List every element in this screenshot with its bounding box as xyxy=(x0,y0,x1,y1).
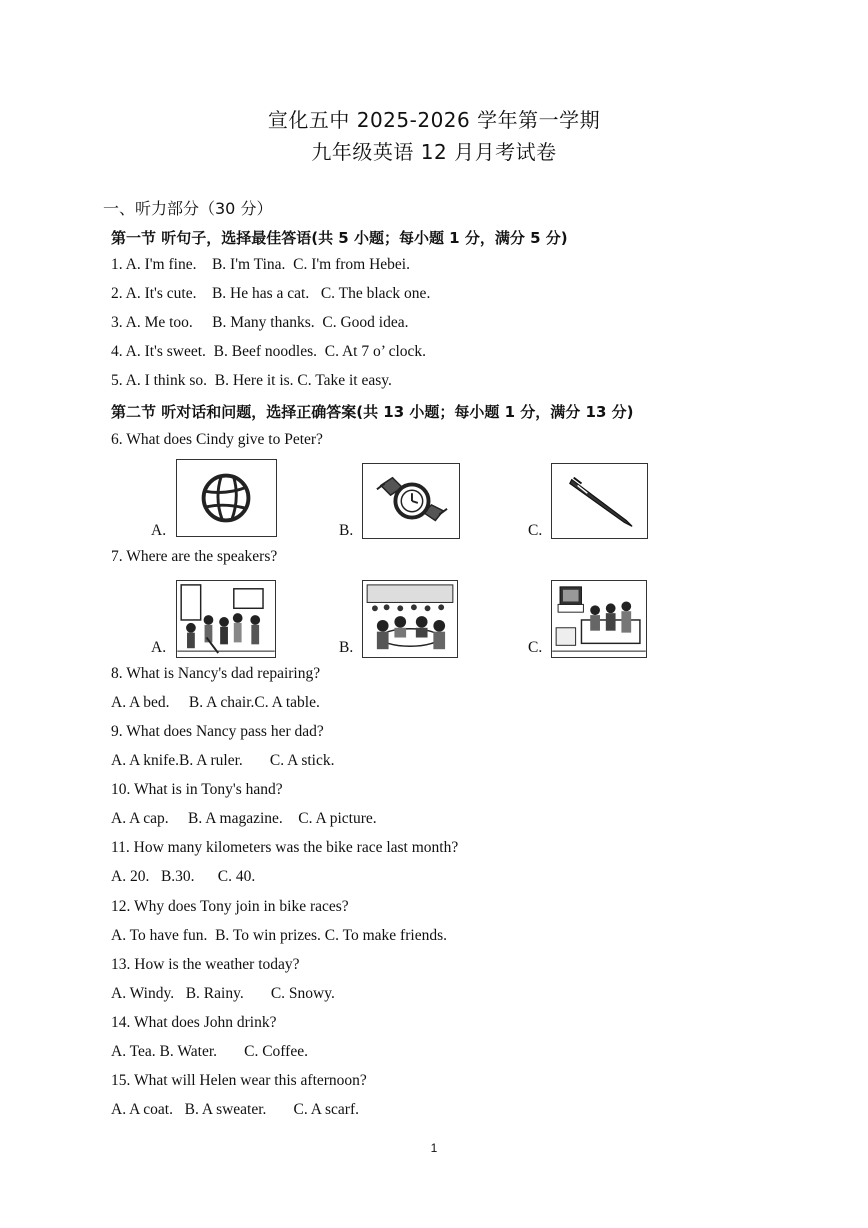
living-room-scene-icon xyxy=(552,581,646,657)
page-number: 1 xyxy=(430,1141,438,1155)
part1-heading: 第一节 听句子，选择最佳答语(共 5 小题；每小题 1 分，满分 5 分) xyxy=(111,229,568,247)
q6-option-a-label: A. xyxy=(151,522,167,539)
volleyball-icon xyxy=(177,460,276,536)
classroom-scene-icon xyxy=(177,581,275,657)
q6-option-a-picture xyxy=(176,459,277,537)
question-8: 8. What is Nancy's dad repairing? xyxy=(111,665,321,682)
question-12: 12. Why does Tony join in bike races? xyxy=(111,898,349,915)
q6-option-b-label: B. xyxy=(339,522,354,539)
question-5: 5. A. I think so. B. Here it is. C. Take it easy. xyxy=(111,372,392,389)
q7-option-b-picture xyxy=(362,580,458,658)
question-14-options: A. Tea. B. Water. C. Coffee. xyxy=(111,1043,308,1060)
pen-icon xyxy=(552,464,647,538)
exam-title-line1: 宣化五中 2025-2026 学年第一学期 xyxy=(267,108,601,132)
q7-option-c-label: C. xyxy=(528,639,543,656)
question-10: 10. What is in Tony's hand? xyxy=(111,781,283,798)
question-12-options: A. To have fun. B. To win prizes. C. To make friends. xyxy=(111,927,447,944)
question-14: 14. What does John drink? xyxy=(111,1014,277,1031)
q7-option-a-picture xyxy=(176,580,276,658)
q6-option-c-label: C. xyxy=(528,522,543,539)
question-11: 11. How many kilometers was the bike race last month? xyxy=(111,839,459,856)
question-13: 13. How is the weather today? xyxy=(111,956,300,973)
restaurant-scene-icon xyxy=(363,581,457,657)
question-8-options: A. A bed. B. A chair.C. A table. xyxy=(111,694,320,711)
q7-option-c-picture xyxy=(551,580,647,658)
question-1: 1. A. I'm fine. B. I'm Tina. C. I'm from Hebei. xyxy=(111,256,410,273)
q7-option-a-label: A. xyxy=(151,639,167,656)
watch-icon xyxy=(363,464,459,538)
q7-option-b-label: B. xyxy=(339,639,354,656)
question-15-options: A. A coat. B. A sweater. C. A scarf. xyxy=(111,1101,359,1118)
question-4: 4. A. It's sweet. B. Beef noodles. C. At 7 o’ clock. xyxy=(111,343,427,360)
q6-option-c-picture xyxy=(551,463,648,539)
question-2: 2. A. It's cute. B. He has a cat. C. The black one. xyxy=(111,285,431,302)
section-heading-listening: 一、听力部分（30 分） xyxy=(103,199,273,218)
question-10-options: A. A cap. B. A magazine. C. A picture. xyxy=(111,810,377,827)
question-3: 3. A. Me too. B. Many thanks. C. Good idea. xyxy=(111,314,409,331)
exam-title-line2: 九年级英语 12 月月考试卷 xyxy=(311,140,557,164)
part2-heading: 第二节 听对话和问题，选择正确答案(共 13 小题；每小题 1 分，满分 13 分) xyxy=(111,403,634,421)
question-13-options: A. Windy. B. Rainy. C. Snowy. xyxy=(111,985,335,1002)
question-7: 7. Where are the speakers? xyxy=(111,548,278,565)
question-6: 6. What does Cindy give to Peter? xyxy=(111,431,323,448)
question-9: 9. What does Nancy pass her dad? xyxy=(111,723,324,740)
question-9-options: A. A knife.B. A ruler. C. A stick. xyxy=(111,752,335,769)
question-11-options: A. 20. B.30. C. 40. xyxy=(111,868,256,885)
question-15: 15. What will Helen wear this afternoon? xyxy=(111,1072,367,1089)
q6-option-b-picture xyxy=(362,463,460,539)
